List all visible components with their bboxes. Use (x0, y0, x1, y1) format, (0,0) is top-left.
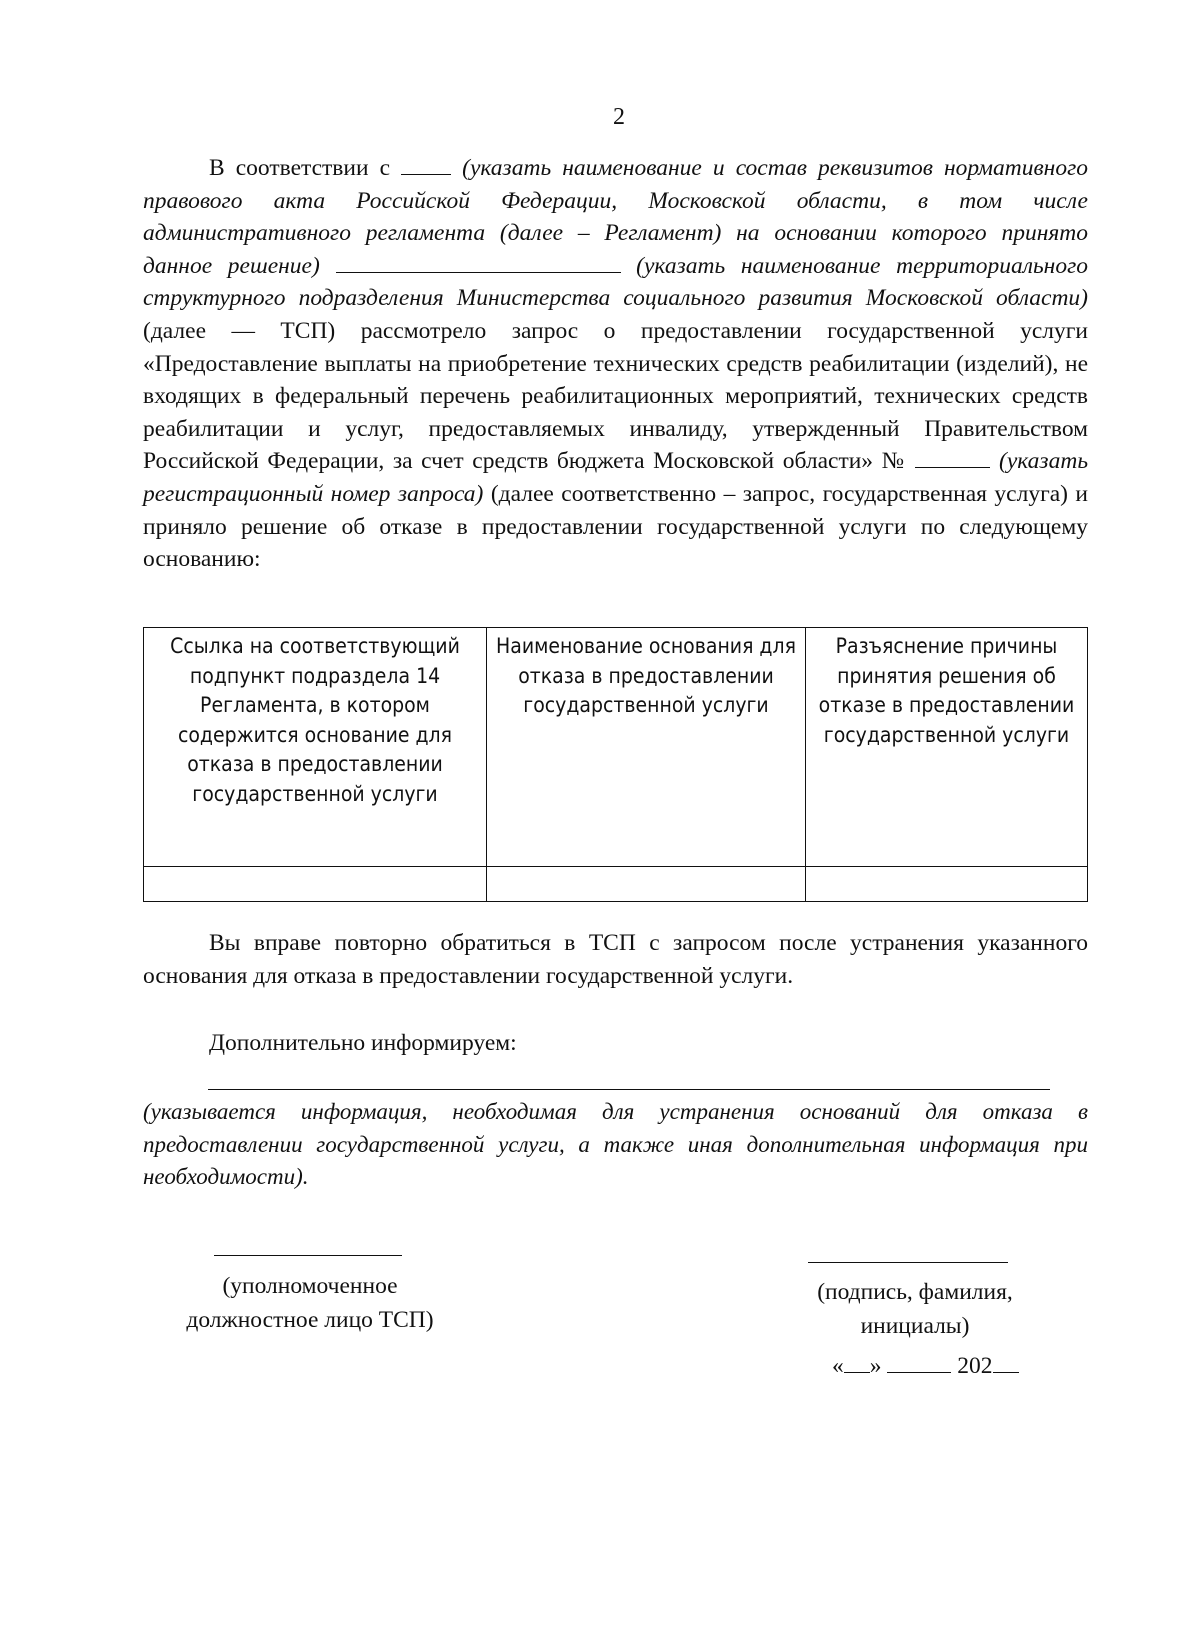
date-field (832, 1352, 1019, 1380)
intro-paragraph (143, 152, 1088, 576)
blank-request-number (915, 445, 990, 468)
blank-act (401, 152, 451, 175)
table-row (144, 867, 1088, 902)
intro-hint-tsp: (указать наименование территориального структурного подразделения Министерства социального развития Московской области) (143, 252, 1089, 312)
blank-day (844, 1352, 870, 1373)
intro-lead: В соответствии с (209, 155, 391, 181)
official-caption: (уполномоченное должностное лицо ТСП) (186, 1273, 434, 1333)
year-prefix: 202 (957, 1353, 993, 1379)
intro-decision: (далее соответственно – запрос, государственная услуга) и приняло решение об отказе в предоставлении государственной услуги по следующему основанию: (143, 480, 1089, 573)
page-number: 2 (613, 104, 625, 130)
signature-name-line (808, 1262, 1008, 1263)
table-header-row (144, 628, 1088, 867)
refusal-table (143, 627, 1088, 902)
intro-hint-act: (указать наименование и состав реквизитов нормативного правового акта Российской Федерации, Московской области, в том числе административного регламента (далее – Регламент) на основании которого принято данное решение) (143, 155, 1088, 279)
reapply-text: Вы вправе повторно обратиться в ТСП с запросом после устранения указанного основания для отказа в предоставлении государственной услуги. (143, 930, 1088, 989)
intro-request: (далее — ТСП) рассмотрело запрос о предоставлении государственной услуги «Предоставление выплаты на приобретение технических средств реабилитации (изделий), не входящих в федеральный перечень реабилитационных мероприятий, технических средств реабилитации и услуг, предоставляемых инвалиду, утвержденный Правительством Российской Федерации, за счет средств бюджета Московской области» № (143, 317, 1088, 475)
additional-label-paragraph (143, 1027, 1088, 1060)
date-quote-open: « (832, 1353, 844, 1379)
header-explanation: Разъяснение причины принятия решения об отказе в предоставлении государственной услуги (806, 628, 1088, 867)
intro-hint-number: (указать регистрационный номер запроса) (143, 448, 1089, 507)
additional-info-line (208, 1089, 1050, 1090)
blank-tsp (336, 250, 621, 273)
blank-month (887, 1352, 951, 1373)
cell-explanation (806, 867, 1088, 902)
additional-note: (указывается информация, необходимая для устранения оснований для отказа в предоставлении государственной услуги, а также иная дополнительная информация при необходимости). (143, 1099, 1088, 1190)
header-reference: Ссылка на соответствующий подпункт подраздела 14 Регламента, в котором содержится основание для отказа в предоставлении государственной услуги (144, 628, 487, 867)
header-reason-name: Наименование основания для отказа в предоставлении государственной услуги (487, 628, 806, 867)
cell-reason-name (487, 867, 806, 902)
reapply-paragraph (143, 927, 1088, 992)
official-signature-line (214, 1255, 402, 1256)
signature-caption: (подпись, фамилия, инициалы) (817, 1279, 1013, 1339)
date-quote-close: » (869, 1353, 882, 1379)
cell-reference (144, 867, 487, 902)
additional-label: Дополнительно информируем: (209, 1030, 517, 1056)
blank-year (993, 1352, 1019, 1373)
